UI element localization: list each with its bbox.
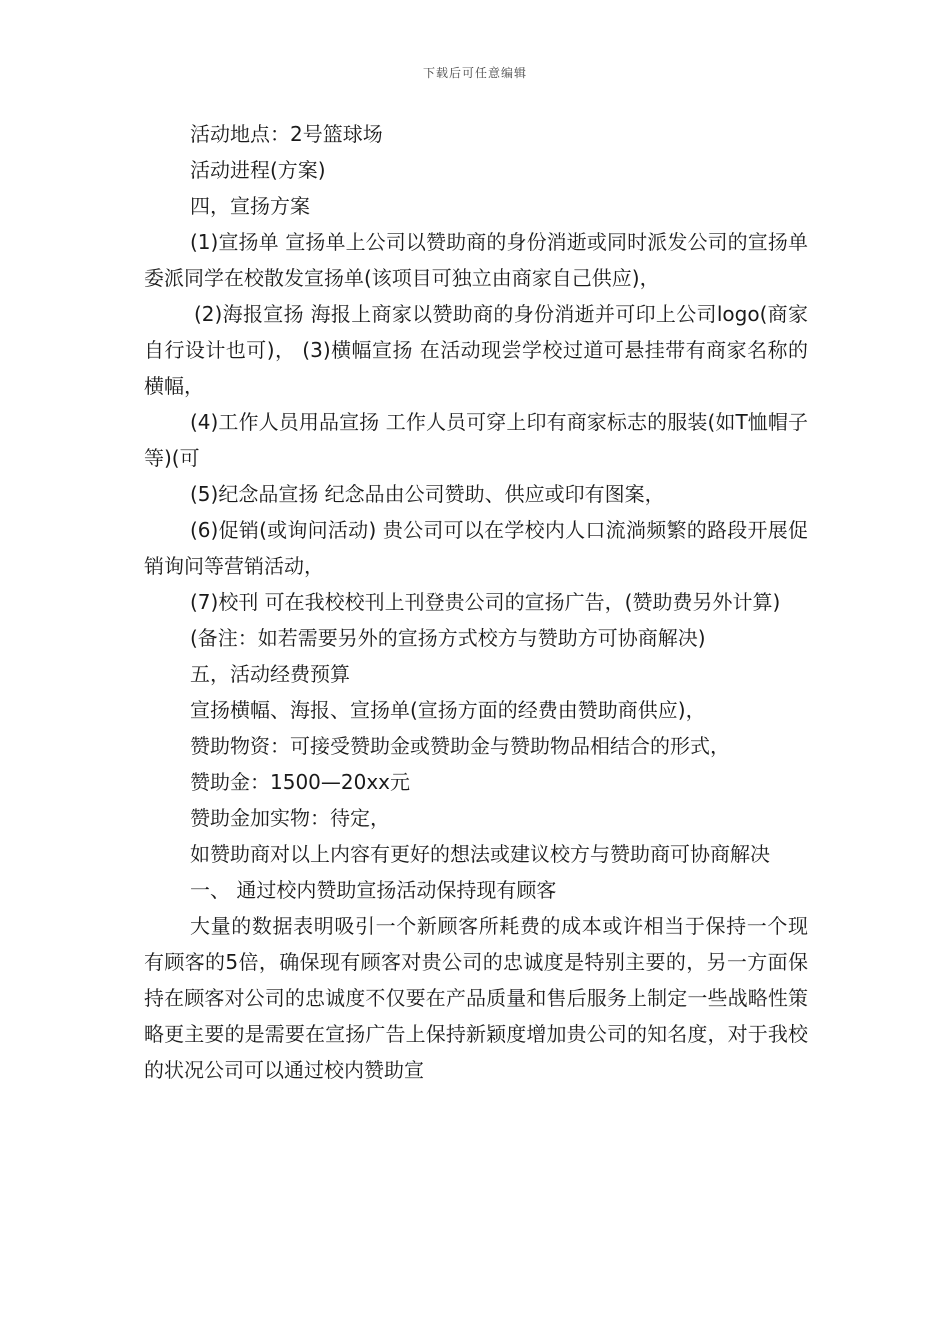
paragraph-school-journal: (7)校刊 可在我校校刊上刊登贵公司的宣扬广告，(赞助费另外计算): [190, 590, 781, 614]
paragraph-promotion-inquiry: (6)促销(或询问活动) 贵公司可以在学校内人口流淌频繁的路段开展促销询问等营销活动，: [144, 518, 808, 578]
paragraph-process: 活动进程(方案): [190, 158, 326, 182]
section-heading-budget: 五，活动经费预算: [190, 662, 350, 686]
paragraph-sponsorship-items: 赞助金加实物：待定，: [190, 806, 390, 830]
section-heading-retain-customers: 一、 通过校内赞助宣扬活动保持现有顾客: [190, 878, 557, 902]
paragraph-poster-banner: (2)海报宣扬 海报上商家以赞助商的身份消逝并可印上公司logo(商家自行设计也可)， (3)横幅宣扬 在活动现尝学校过道可悬挂带有商家名称的横幅，: [144, 302, 808, 398]
paragraph-note: (备注：如若需要另外的宣扬方式校方与赞助方可协商解决): [190, 626, 706, 650]
paragraph-sponsorship-amount: 赞助金：1500—20xx元: [190, 770, 411, 794]
page-header: 下载后可任意编辑: [422, 66, 527, 80]
paragraph-souvenir: (5)纪念品宣扬 纪念品由公司赞助、供应或印有图案，: [190, 482, 665, 506]
section-heading-promotion: 四，宣扬方案: [190, 194, 310, 218]
paragraph-flyer: (1)宣扬单 宣扬单上公司以赞助商的身份消逝或同时派发公司的宣扬单委派同学在校散发宣扬单(该项目可独立由商家自己供应)，: [144, 230, 808, 290]
paragraph-staff-items: (4)工作人员用品宣扬 工作人员可穿上印有商家标志的服装(如T恤帽子等)(可: [144, 410, 808, 470]
paragraph-negotiation: 如赞助商对以上内容有更好的想法或建议校方与赞助商可协商解决: [190, 842, 770, 866]
paragraph-sponsorship-goods: 赞助物资：可接受赞助金或赞助金与赞助物品相结合的形式，: [190, 734, 730, 758]
document-body: [144, 116, 808, 1088]
paragraph-budget-materials: 宣扬横幅、海报、宣扬单(宣扬方面的经费由赞助商供应)，: [190, 698, 706, 722]
paragraph-venue: 活动地点：2号篮球场: [190, 122, 383, 146]
paragraph-customer-data: 大量的数据表明吸引一个新顾客所耗费的成本或许相当于保持一个现有顾客的5倍，确保现有顾客对贵公司的忠诚度是特别主要的，另一方面保持在顾客对公司的忠诚度不仅要在产品质量和售后服务上制定一些战略性策略更主要的是需要在宣扬广告上保持新颖度增加贵公司的知名度，对于我校的状况公司可以通过校内赞助宣: [144, 914, 808, 1082]
